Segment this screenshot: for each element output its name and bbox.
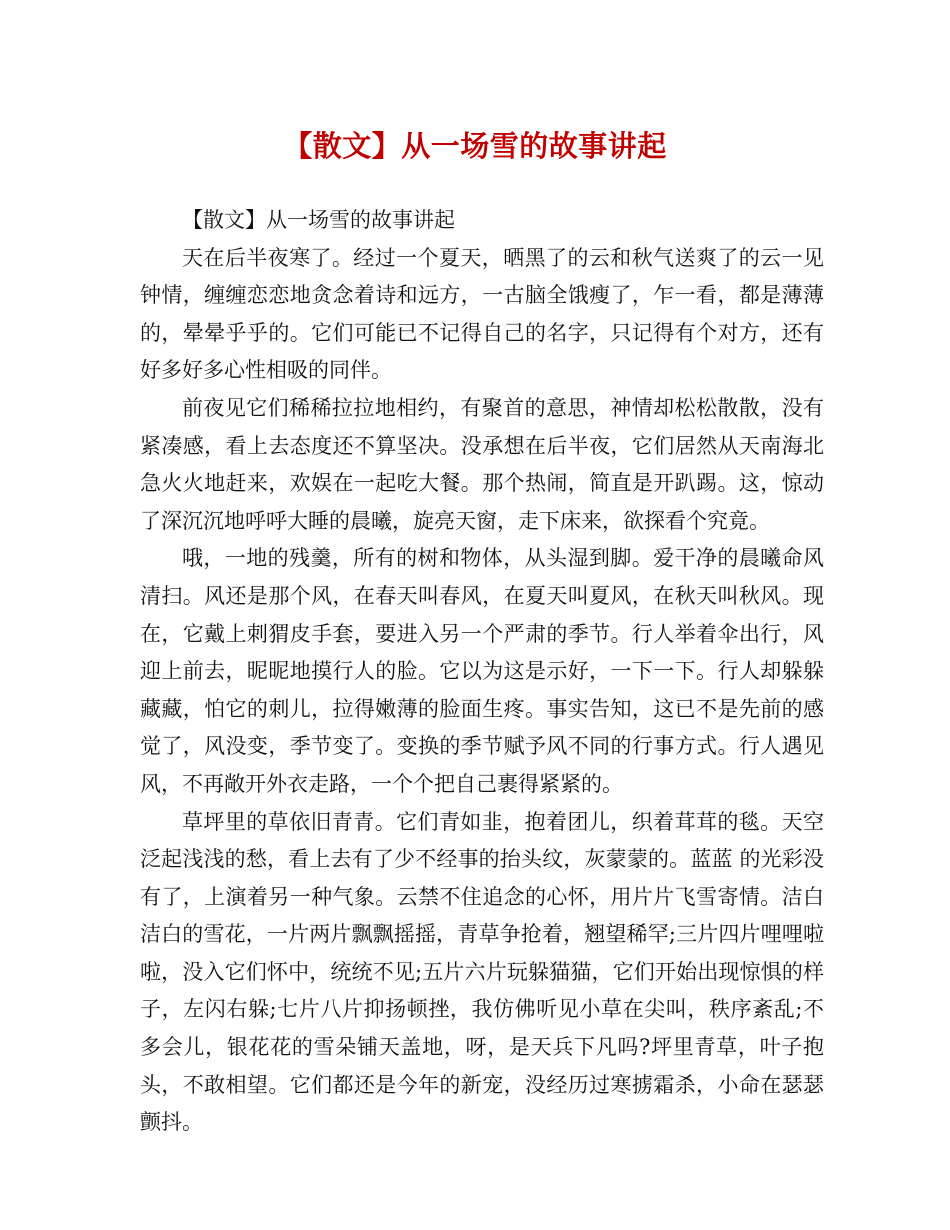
paragraph-heading: 【散文】从一场雪的故事讲起	[182, 208, 455, 232]
paragraph: 哦，一地的残羹，所有的树和物体，从头湿到脚。爱干净的晨曦命风清扫。风还是那个风，在春天叫春风，在夏天叫夏风，在秋天叫秋风。现在，它戴上刺猬皮手套，要进入另一个严肃的季节。行人举着伞出行，风迎上前去，昵昵地摸行人的脸。它以为这是示好，一下一下。行人却躲躲藏藏，怕它的刺儿，拉得嫩薄的脸面生疼。事实告知，这已不是先前的感觉了，风没变，季节变了。变换的季节赋予风不同的行事方式。行人遇见风，不再敞开外衣走路，一个个把自己裹得紧紧的。	[140, 546, 824, 796]
paragraph: 草坪里的草依旧青青。它们青如韭，抱着团儿，织着茸茸的毯。天空泛起浅浅的愁，看上去有了少不经事的抬头纹，灰蒙蒙的。蓝蓝 的光彩没有了，上演着另一种气象。云禁不住追念的心怀，用片片飞雪寄情。洁白洁白的雪花，一片两片飘飘摇摇，青草争抢着，翘望稀罕;三片四片哩哩啦啦，没入它们怀中，统统不见;五片六片玩躲猫猫，它们开始出现惊惧的样子，左闪右躲;七片八片抑扬顿挫，我仿佛听见小草在尖叫，秩序紊乱;不多会儿，银花花的雪朵铺天盖地，呀，是天兵下凡吗?坪里青草，叶子抱头，不敢相望。它们都还是今年的新宠，没经历过寒掳霜杀，小命在瑟瑟颤抖。	[140, 809, 824, 1135]
document-title: 【散文】从一场雪的故事讲起	[283, 129, 667, 163]
paragraph: 天在后半夜寒了。经过一个夏天，晒黑了的云和秋气送爽了的云一见钟情，缠缠恋恋地贪念着诗和远方，一古脑全饿瘦了，乍一看，都是薄薄的，晕晕乎乎的。它们可能已不记得自己的名字，只记得有个对方，还有好多好多心性相吸的同伴。	[140, 245, 824, 383]
document-body	[140, 202, 824, 1142]
paragraph: 前夜见它们稀稀拉拉地相约，有聚首的意思，神情却松松散散，没有紧凑感，看上去态度还不算坚决。没承想在后半夜，它们居然从天南海北急火火地赶来，欢娱在一起吃大餐。那个热闹，简直是开趴踢。这，惊动了深沉沉地呼呼大睡的晨曦，旋亮天窗，走下床来，欲探看个究竟。	[140, 395, 824, 533]
